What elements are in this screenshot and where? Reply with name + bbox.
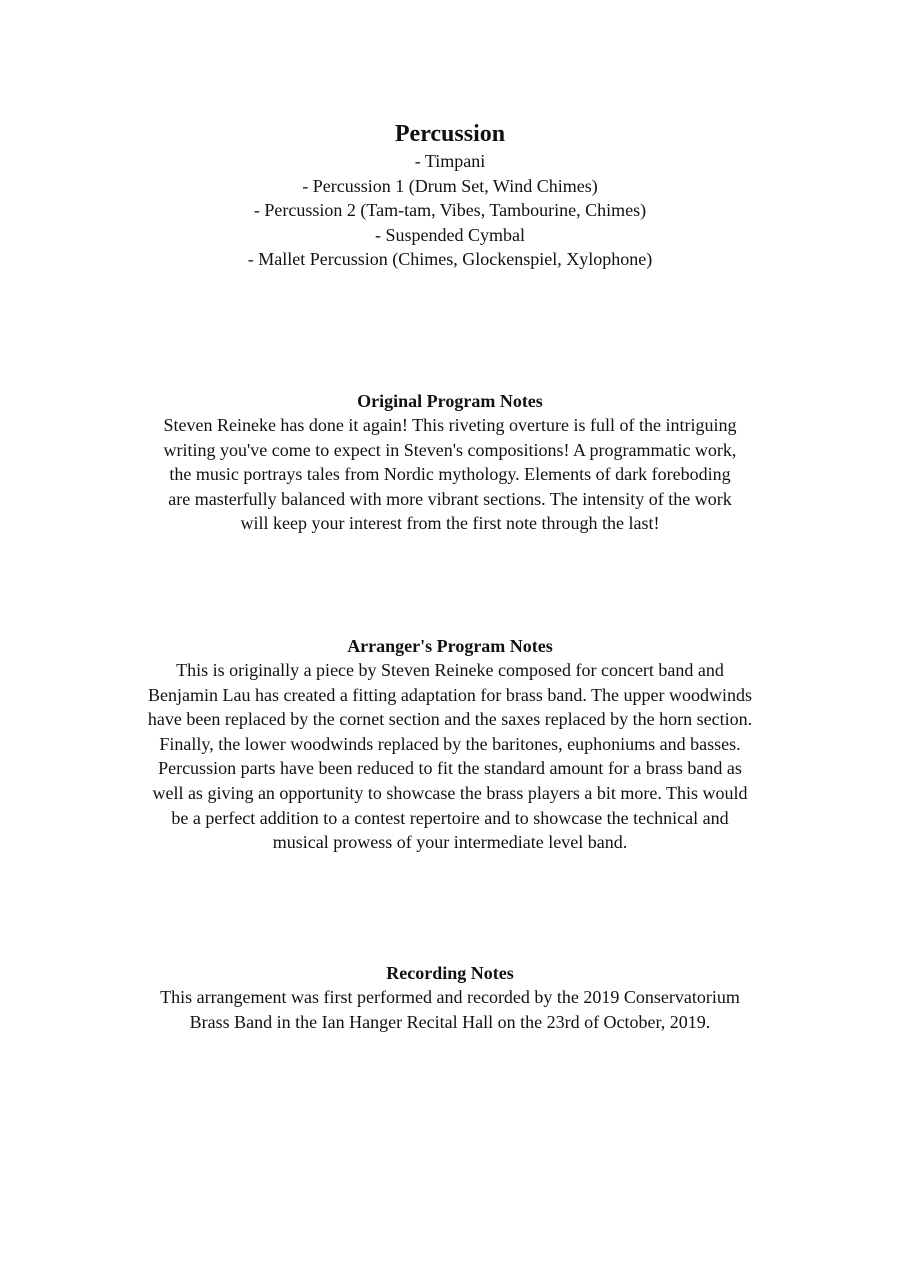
recording-notes-section bbox=[0, 961, 900, 1034]
original-notes-line: will keep your interest from the first note through the last! bbox=[240, 513, 660, 534]
percussion-section bbox=[0, 119, 900, 272]
original-notes-line: Steven Reineke has done it again! This riveting overture is full of the intriguing bbox=[163, 415, 737, 435]
instrument-item: - Timpani bbox=[414, 151, 486, 171]
recording-notes-line: Brass Band in the Ian Hanger Recital Hall on the 23rd of October, 2019. bbox=[189, 1011, 711, 1032]
instrument-item: - Percussion 1 (Drum Set, Wind Chimes) bbox=[302, 175, 598, 196]
recording-notes-heading: Recording Notes bbox=[386, 963, 514, 983]
arranger-notes-line: This is originally a piece by Steven Reineke composed for concert band and bbox=[176, 660, 724, 680]
arranger-notes-line: have been replaced by the cornet section and the saxes replaced by the horn section. bbox=[147, 709, 753, 730]
arranger-notes-line: well as giving an opportunity to showcase the brass players a bit more. This would bbox=[152, 782, 748, 803]
arranger-notes-line: Benjamin Lau has created a fitting adaptation for brass band. The upper woodwinds bbox=[148, 684, 752, 705]
arranger-program-notes-section bbox=[0, 634, 900, 855]
original-notes-line: are masterfully balanced with more vibrant sections. The intensity of the work bbox=[168, 488, 732, 509]
arranger-notes-line: Finally, the lower woodwinds replaced by the baritones, euphoniums and basses. bbox=[159, 733, 741, 754]
original-notes-heading: Original Program Notes bbox=[357, 391, 543, 411]
original-program-notes-section bbox=[0, 389, 900, 536]
instrument-item: - Suspended Cymbal bbox=[375, 224, 525, 245]
arranger-notes-heading: Arranger's Program Notes bbox=[347, 636, 553, 656]
original-notes-line: writing you've come to expect in Steven's compositions! A programmatic work, bbox=[163, 439, 737, 460]
instrument-item: - Percussion 2 (Tam-tam, Vibes, Tambourine, Chimes) bbox=[253, 200, 647, 221]
arranger-notes-line: be a perfect addition to a contest repertoire and to showcase the technical and bbox=[171, 807, 729, 828]
recording-notes-line: This arrangement was first performed and recorded by the 2019 Conservatorium bbox=[160, 987, 740, 1007]
instrument-item: - Mallet Percussion (Chimes, Glockenspiel, Xylophone) bbox=[247, 249, 653, 270]
arranger-notes-line: Percussion parts have been reduced to fit the standard amount for a brass band as bbox=[158, 758, 742, 779]
percussion-title: Percussion bbox=[394, 121, 506, 147]
original-notes-line: the music portrays tales from Nordic mythology. Elements of dark foreboding bbox=[169, 464, 731, 485]
arranger-notes-line: musical prowess of your intermediate level band. bbox=[272, 832, 628, 853]
